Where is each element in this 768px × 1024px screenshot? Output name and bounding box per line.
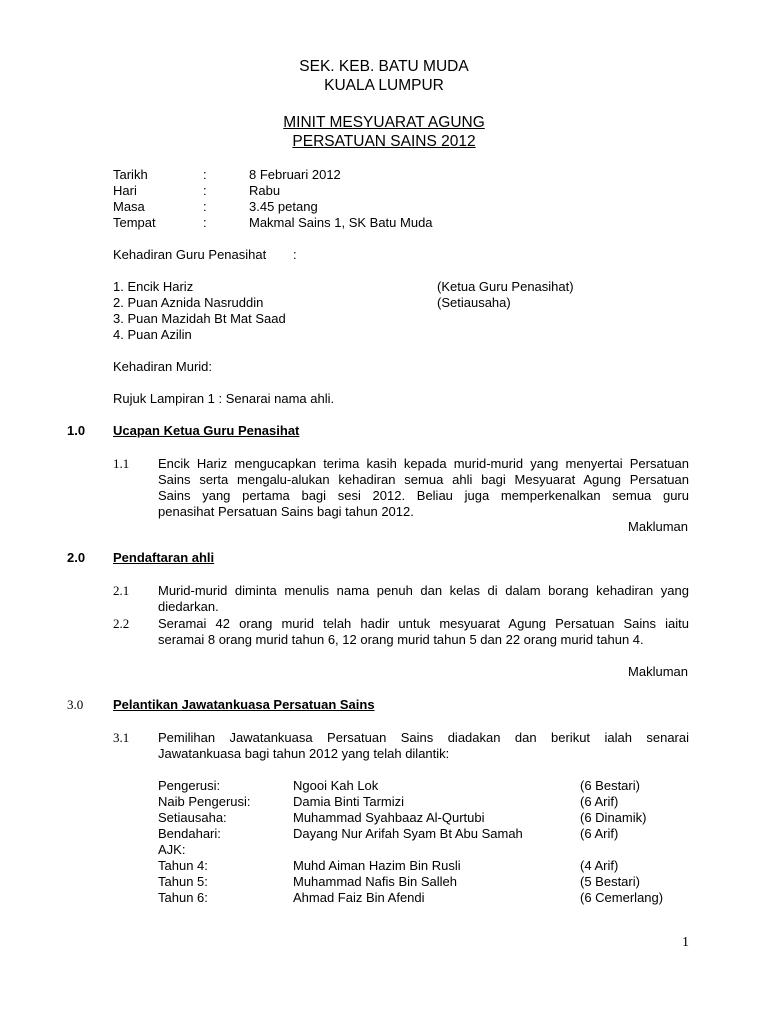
committee-name: Ngooi Kah Lok <box>293 778 379 793</box>
committee-post: AJK: <box>158 842 186 857</box>
text-line: Sains yang pertama bagi sesi 2012. Beliau juga memperkenalkan semua guru <box>158 488 689 503</box>
item-3-1-text <box>158 730 689 762</box>
section-3-number: 3.0 <box>67 697 84 712</box>
advisor-name: 4. Puan Azilin <box>113 327 192 342</box>
item-2-1-number: 2.1 <box>113 583 130 598</box>
committee-post: Setiausaha: <box>158 810 227 825</box>
document-title-text: PERSATUAN SAINS 2012 <box>292 133 476 150</box>
item-1-1-text <box>158 456 689 520</box>
advisors-heading-sep: : <box>293 247 297 262</box>
committee-name: Muhammad Nafis Bin Salleh <box>293 874 458 889</box>
advisors-heading: Kehadiran Guru Penasihat <box>113 247 267 262</box>
text-line: Murid-murid diminta menulis nama penuh dan kelas di dalam borang kehadiran yang <box>158 583 689 598</box>
text-line: diedarkan. <box>158 599 219 614</box>
committee-class: (6 Bestari) <box>580 778 640 793</box>
section-2-number: 2.0 <box>67 550 86 565</box>
committee-name: Ahmad Faiz Bin Afendi <box>293 890 425 905</box>
document-title-line2 <box>0 133 768 151</box>
text-line: penasihat Persatuan Sains bagi tahun 2012. <box>158 504 414 519</box>
info-value: 8 Februari 2012 <box>249 167 341 182</box>
info-value: 3.45 petang <box>249 199 318 214</box>
text-line: Sains serta mengalu-alukan kehadiran semua ahli bagi Mesyuarat Agung Persatuan <box>158 472 689 487</box>
info-value: Rabu <box>249 183 281 198</box>
students-reference: Rujuk Lampiran 1 : Senarai nama ahli. <box>113 391 335 406</box>
text-line: Jawatankuasa bagi tahun 2012 yang telah dilantik: <box>158 746 450 761</box>
text-line: Encik Hariz mengucapkan terima kasih kepada murid-murid yang menyertai Persatuan <box>158 456 689 471</box>
section-2-title: Pendaftaran ahli <box>113 550 215 565</box>
committee-class: (6 Arif) <box>580 794 619 809</box>
info-sep: : <box>203 167 207 182</box>
committee-post: Naib Pengerusi: <box>158 794 251 809</box>
committee-name: Dayang Nur Arifah Syam Bt Abu Samah <box>293 826 523 841</box>
students-heading: Kehadiran Murid: <box>113 359 212 374</box>
committee-class: (4 Arif) <box>580 858 619 873</box>
committee-class: (6 Arif) <box>580 826 619 841</box>
advisor-name: 1. Encik Hariz <box>113 279 194 294</box>
info-label: Tarikh <box>113 167 148 182</box>
item-2-2-text <box>158 616 689 648</box>
page-number: 1 <box>682 935 689 950</box>
item-3-1-number: 3.1 <box>113 730 130 745</box>
info-sep: : <box>203 215 207 230</box>
section-2-action: Makluman <box>628 664 688 679</box>
text-line: seramai 8 orang murid tahun 6, 12 orang murid tahun 5 dan 22 orang murid tahun 4. <box>158 632 644 647</box>
document-title-text: MINIT MESYUARAT AGUNG <box>283 114 485 131</box>
school-city: KUALA LUMPUR <box>324 77 444 94</box>
text-line: Seramai 42 orang murid telah hadir untuk mesyuarat Agung Persatuan Sains iaitu <box>158 616 689 631</box>
committee-post: Tahun 4: <box>158 858 208 873</box>
committee-name: Damia Binti Tarmizi <box>293 794 405 809</box>
committee-class: (5 Bestari) <box>580 874 640 889</box>
item-2-1-text <box>158 583 689 615</box>
committee-name: Muhammad Syahbaaz Al-Qurtubi <box>293 810 485 825</box>
info-label: Hari <box>113 183 137 198</box>
info-label: Masa <box>113 199 145 214</box>
info-value: Makmal Sains 1, SK Batu Muda <box>249 215 433 230</box>
info-sep: : <box>203 183 207 198</box>
info-label: Tempat <box>113 215 156 230</box>
document-title-line1 <box>0 114 768 132</box>
committee-post: Tahun 6: <box>158 890 208 905</box>
committee-post: Tahun 5: <box>158 874 208 889</box>
section-1-title: Ucapan Ketua Guru Penasihat <box>113 423 300 438</box>
committee-post: Bendahari: <box>158 826 221 841</box>
committee-class: (6 Cemerlang) <box>580 890 664 905</box>
section-1-number: 1.0 <box>67 423 86 438</box>
advisor-name: 2. Puan Aznida Nasruddin <box>113 295 264 310</box>
info-sep: : <box>203 199 207 214</box>
advisor-role: (Ketua Guru Penasihat) <box>437 279 574 294</box>
section-1-action: Makluman <box>628 519 688 534</box>
school-name: SEK. KEB. BATU MUDA <box>299 58 469 75</box>
committee-class: (6 Dinamik) <box>580 810 647 825</box>
advisor-name: 3. Puan Mazidah Bt Mat Saad <box>113 311 286 326</box>
committee-post: Pengerusi: <box>158 778 221 793</box>
advisor-role: (Setiausaha) <box>437 295 511 310</box>
item-2-2-number: 2.2 <box>113 616 130 631</box>
item-1-1-number: 1.1 <box>113 456 130 471</box>
section-3-title: Pelantikan Jawatankuasa Persatuan Sains <box>113 697 375 712</box>
text-line: Pemilihan Jawatankuasa Persatuan Sains diadakan dan berikut ialah senarai <box>158 730 689 745</box>
committee-name: Muhd Aiman Hazim Bin Rusli <box>293 858 461 873</box>
